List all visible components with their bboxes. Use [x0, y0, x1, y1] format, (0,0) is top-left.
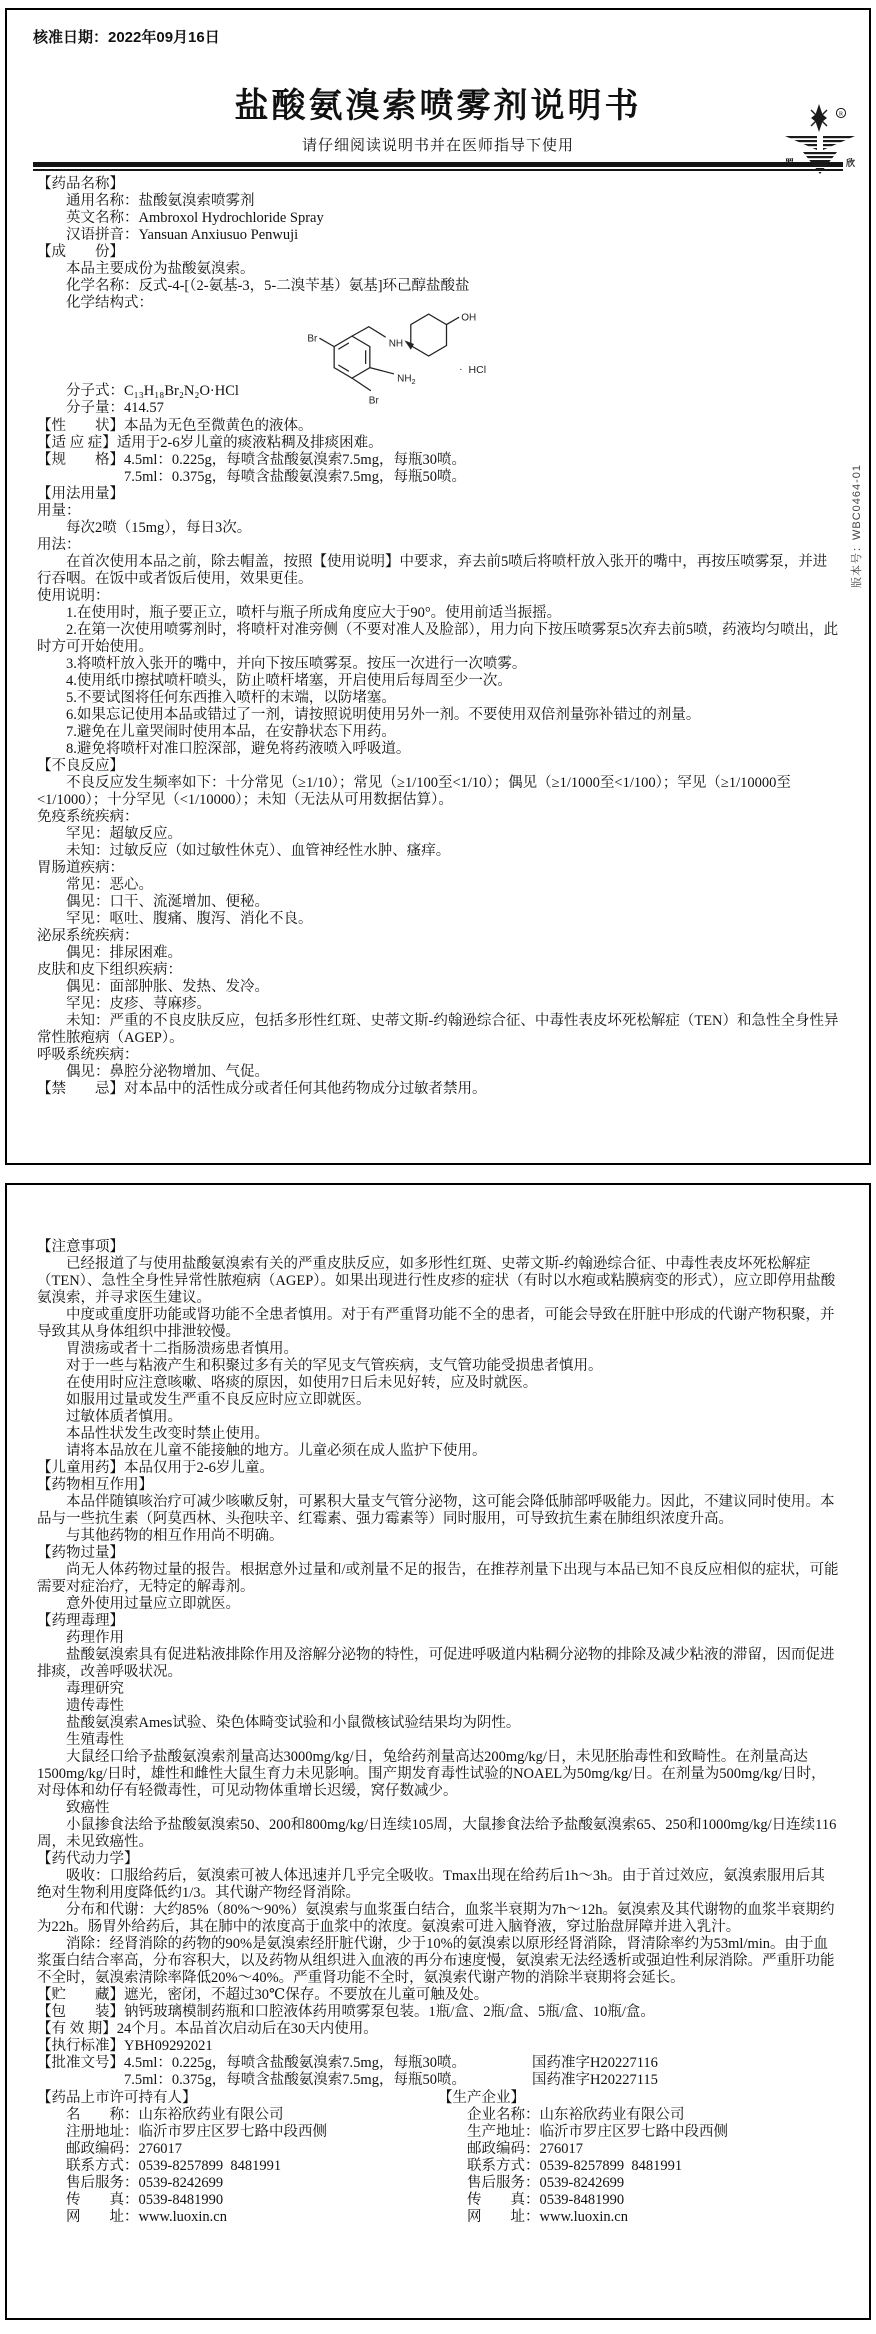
doc-line: 分布和代谢：大约85%（80%～90%）氨溴索与血浆蛋白结合，血浆半衰期为7h～12h。氨溴索及其代谢物的血浆半衰期约为22h。肠胃外给药后，其在肺中的浓度高于血浆中的浓度。氨溴索可进入脑脊液，穿过胎盘屏障并进入乳汁。 [37, 1902, 835, 1935]
doc-line: 英文名称：Ambroxol Hydrochloride Spray [66, 210, 324, 226]
hcl-dot: · [459, 362, 463, 375]
doc-line: 【药品名称】 [37, 176, 124, 192]
doc-line: 【执行标准】YBH09292021 [37, 2038, 213, 2054]
doc-line: 售后服务：0539-8242699 [66, 2175, 224, 2191]
approval-number-2: 国药准字H20227115 [531, 2072, 658, 2088]
doc-line: 皮肤和皮下组织疾病： [37, 962, 182, 978]
approval-spec-1: 4.5ml：0.225g，每喷含盐酸氨溴索7.5mg，每瓶30喷。 [124, 2055, 466, 2071]
chemical-structure [289, 313, 499, 417]
manufacturer-header: 【生产企业】 [438, 2090, 525, 2106]
chemical-structure-row [37, 312, 839, 418]
nh2-label: $NH_2$ [397, 373, 416, 386]
license-holder-rows [37, 2107, 438, 2226]
doc-line: 生殖毒性 [66, 1732, 124, 1748]
doc-line: 传 真：0539-8481990 [467, 2192, 625, 2208]
luoxin-logo-icon [783, 104, 857, 178]
br-bottom-label: Br [368, 395, 379, 407]
doc-line: 生产地址：临沂市罗庄区罗七路中段西侧 [467, 2124, 728, 2140]
doc-line: 邮政编码：276017 [467, 2141, 583, 2157]
doc-line: 罕见：呕吐、腹痛、腹泻、消化不良。 [66, 911, 313, 927]
doc-line: 消除：经肾消除的药物的90%是氨溴索经肝脏代谢，少于10%的氨溴索以原形经肾消除，肾清除率约为53ml/min。由于血浆蛋白结合率高，分布容积大，以及药物从组织进入血液的再分布速度慢，氨溴索无法经透析或强迫性利尿消除。严重肝功能不全时，氨溴索清除率降低20%～40%。严重肾功能不全时，氨溴索代谢产物的消除半衰期将会延长。 [37, 1936, 835, 1986]
license-holder-header: 【药品上市许可持有人】 [37, 2090, 197, 2106]
br-top-label: Br [307, 333, 318, 345]
oh-label: OH [461, 313, 477, 324]
approval-spec-2: 7.5ml：0.375g，每喷含盐酸氨溴索7.5mg，每瓶50喷。 [124, 2072, 466, 2088]
doc-line: 传 真：0539-8481990 [66, 2192, 224, 2208]
doc-line: 售后服务：0539-8242699 [467, 2175, 625, 2191]
doc-line: 4.使用纸巾擦拭喷杆喷头，防止喷杆堵塞，开启使用后每周至少一次。 [66, 673, 512, 689]
doc-line: 本品性状发生改变时禁止使用。 [66, 1426, 269, 1442]
manufacturer-rows [438, 2107, 839, 2226]
doc-line: 【贮 藏】遮光，密闭，不超过30℃保存。不要放在儿童可触及处。 [37, 1987, 489, 2003]
insert-box-2 [5, 1183, 871, 2320]
doc-line: 【注意事项】 [37, 1239, 124, 1255]
doc-line: 本品主要成份为盐酸氨溴索。 [66, 261, 255, 277]
doc-line: 3.将喷杆放入张开的嘴中，并向下按压喷雾泵。按压一次进行一次喷雾。 [66, 656, 527, 672]
license-holder-column [37, 2090, 438, 2226]
doc-line: 网 址：www.luoxin.cn [467, 2209, 628, 2225]
box1-content [37, 176, 839, 1098]
version-note: 版本号：WBC0464-01 [851, 463, 863, 589]
doc-line: 盐酸氨溴索具有促进粘液排除作用及溶解分泌物的特性，可促进呼吸道内粘稠分泌物的排除及减少粘液的滞留，因而促进排痰，改善呼吸状况。 [37, 1647, 835, 1680]
registered-mark: R [838, 110, 844, 118]
doc-line: 偶见：面部肿胀、发热、发冷。 [66, 979, 269, 995]
doc-line: 大鼠经口给予盐酸氨溴索剂量高达3000mg/kg/日，兔给药剂量高达200mg/kg/日，未见胚胎毒性和致畸性。在剂量高达1500mg/kg/日时，雄性和雌性大鼠生育力未见影响。围产期发育毒性试验的NOAEL为50mg/kg/日。在剂量为500mg/kg/日时，对母体和幼仔有轻微毒性，可见动物体重增长迟缓，窝仔数减少。 [37, 1749, 826, 1799]
approval-date: 核准日期：2022年09月16日 [33, 29, 220, 46]
logo-right-wing [823, 136, 855, 150]
doc-line: 毒理研究 [66, 1681, 124, 1697]
doc-line: 6.如果忘记使用本品或错过了一剂，请按照说明使用另外一剂。不要使用双倍剂量弥补错过的剂量。 [66, 707, 701, 723]
section-lines-2 [37, 1239, 839, 2055]
approval-no-line-2 [37, 2072, 839, 2089]
doc-line: 【性 状】本品为无色至微黄色的液体。 [37, 418, 313, 434]
company-columns [37, 2090, 839, 2226]
doc-line: 【有 效 期】24个月。本品首次启动后在30天内使用。 [37, 2021, 378, 2037]
doc-line: 如服用过量或发生严重不良反应时应立即就医。 [66, 1392, 371, 1408]
doc-line: 在首次使用本品之前，除去帽盖，按照【使用说明】中要求，弃去前5喷后将喷杆放入张开的嘴中，再按压喷雾泵，并进行吞咽。在饭中或者饭后使用，效果更佳。 [37, 554, 828, 587]
doc-line: 化学名称：反式-4-[（2-氨基-3，5-二溴苄基）氨基]环己醇盐酸盐 [66, 278, 470, 294]
doc-line: 【禁 忌】对本品中的活性成分或者任何其他药物成分过敏者禁用。 [37, 1081, 487, 1097]
doc-line: 企业名称：山东裕欣药业有限公司 [467, 2107, 685, 2123]
doc-line: 网 址：www.luoxin.cn [66, 2209, 227, 2225]
doc-line: 名 称：山东裕欣药业有限公司 [66, 2107, 284, 2123]
doc-line: 1.在使用时，瓶子要正立，喷杆与瓶子所成角度应大于90°。使用前适当振摇。 [66, 605, 562, 621]
doc-line: 【药物相互作用】 [37, 1477, 153, 1493]
approval-no-line-1 [37, 2055, 839, 2072]
doc-line: 过敏体质者慎用。 [66, 1409, 182, 1425]
doc-line: 化学结构式： [66, 295, 153, 311]
doc-line: 罕见：皮疹、荨麻疹。 [66, 996, 211, 1012]
logo-char-left: 罗 [785, 158, 795, 168]
doc-line: 请将本品放在儿童不能接触的地方。儿童必须在成人监护下使用。 [66, 1443, 487, 1459]
doc-line: 盐酸氨溴索Ames试验、染色体畸变试验和小鼠微核试验结果均为阴性。 [66, 1715, 521, 1731]
doc-line: 吸收：口服给药后，氨溴索可被人体迅速并几乎完全吸收。Tmax出现在给药后1h～3h。由于首过效应，氨溴索服用后其绝对生物利用度降低约1/3。其代谢产物经肾消除。 [37, 1868, 825, 1901]
hcl-label: HCl [468, 363, 487, 376]
doc-line: 偶见：鼻腔分泌物增加、气促。 [66, 1064, 269, 1080]
approval-number-1: 国药准字H20227116 [531, 2055, 658, 2071]
doc-line: 【不良反应】 [37, 758, 124, 774]
page-title: 盐酸氨溴索喷雾剂说明书 [234, 88, 642, 125]
doc-line: 联系方式：0539-8257899 8481991 [467, 2158, 683, 2174]
doc-line: 用量： [37, 503, 81, 519]
doc-line: 呼吸系统疾病： [37, 1047, 139, 1063]
molecular-weight: 分子量：414.57 [66, 400, 164, 416]
doc-line: 遗传毒性 [66, 1698, 124, 1714]
approval-label: 【批准文号】 [37, 2055, 124, 2071]
manufacturer-column [438, 2090, 839, 2226]
doc-line: 已经报道了与使用盐酸氨溴索有关的严重皮肤反应，如多形性红斑、史蒂文斯-约翰逊综合征、中毒性表皮坏死松解症（TEN）、急性全身性异常性脓疱病（AGEP）。如果出现进行性皮疹的症状（有时以水疱或粘膜病变的形式），应立即停用盐酸氨溴索，并寻求医生建议。 [37, 1256, 836, 1306]
doc-line: 【药理毒理】 [37, 1613, 124, 1629]
wedge-bond [405, 340, 414, 349]
doc-line: 【儿童用药】本品仅用于2-6岁儿童。 [37, 1460, 274, 1476]
logo-tail [803, 152, 837, 174]
doc-line: 【成 份】 [37, 244, 124, 260]
doc-line: 【药代动力学】 [37, 1851, 139, 1867]
section-lines-b [37, 418, 839, 1098]
doc-line: 【包 装】钠钙玻璃模制药瓶和口腔液体药用喷雾泵包装。1瓶/盒、2瓶/盒、5瓶/盒、10瓶/盒。 [37, 2004, 655, 2020]
doc-line: 5.不要试图将任何东西推入喷杆的末端，以防堵塞。 [66, 690, 396, 706]
doc-line: 泌尿系统疾病： [37, 928, 139, 944]
doc-line: 对于一些与粘液产生和积聚过多有关的罕见支气管疾病，支气管功能受损患者慎用。 [66, 1358, 603, 1374]
doc-line: 胃肠道疾病： [37, 860, 124, 876]
doc-line: 邮政编码：276017 [66, 2141, 182, 2157]
doc-line: 致癌性 [66, 1800, 110, 1816]
doc-line: 联系方式：0539-8257899 8481991 [66, 2158, 282, 2174]
doc-line: 小鼠掺食法给予盐酸氨溴索50、200和800mg/kg/日连续105周，大鼠掺食法给予盐酸氨溴索65、250和1000mg/kg/日连续116周，未见致癌性。 [37, 1817, 837, 1850]
doc-line: 未知：严重的不良皮肤反应，包括多形性红斑、史蒂文斯-约翰逊综合征、中毒性表皮坏死松解症（TEN）和急性全身性异常性脓疱病（AGEP）。 [37, 1013, 839, 1046]
doc-line: 通用名称：盐酸氨溴索喷雾剂 [66, 193, 255, 209]
doc-line: 胃溃疡或者十二指肠溃疡患者慎用。 [66, 1341, 298, 1357]
title-divider [33, 162, 843, 171]
doc-line: 与其他药物的相互作用尚不明确。 [66, 1528, 284, 1544]
doc-line: 在使用时应注意咳嗽、咯痰的原因，如使用7日后未见好转，应及时就医。 [66, 1375, 538, 1391]
doc-line: 药理作用 [66, 1630, 124, 1646]
doc-line: 2.在第一次使用喷雾剂时，将喷杆对准旁侧（不要对准人及脸部），用力向下按压喷雾泵5次弃去前5喷，药液均匀喷出，此时方可开始使用。 [37, 622, 839, 655]
doc-line: 【适 应 症】适用于2-6岁儿童的痰液粘稠及排痰困难。 [37, 435, 383, 451]
doc-line: 罕见：超敏反应。 [66, 826, 182, 842]
doc-line: 偶见：排尿困难。 [66, 945, 182, 961]
section-lines-a [37, 176, 839, 312]
doc-line: 用法： [37, 537, 81, 553]
doc-line: 偶见：口干、流涎增加、便秘。 [66, 894, 269, 910]
doc-line: 每次2喷（15mg），每日3次。 [66, 520, 252, 536]
doc-line: 8.避免将喷杆对准口腔深部，避免将药液喷入呼吸道。 [66, 741, 411, 757]
insert-box-1 [5, 8, 871, 1165]
logo-left-wing [785, 136, 817, 150]
doc-line: 使用说明： [37, 588, 110, 604]
doc-line: 不良反应发生频率如下：十分常见（≥1/10）；常见（≥1/100至<1/10）；偶见（≥1/1000至<1/100）；罕见（≥1/10000至<1/1000）；十分罕见（<1/10000）；未知（无法从可用数据估算）。 [37, 775, 791, 808]
doc-line: 中度或重度肝功能或肾功能不全患者慎用。对于有严重肾功能不全的患者，可能会导致在肝脏中形成的代谢产物积聚，并导致其从身体组织中排泄较慢。 [37, 1307, 835, 1340]
doc-line: 7.5ml：0.375g，每喷含盐酸氨溴索7.5mg，每瓶50喷。 [124, 469, 466, 485]
doc-line: 7.避免在儿童哭闹时使用本品，在安静状态下用药。 [66, 724, 396, 740]
doc-line: 汉语拼音：Yansuan Anxiusuo Penwuji [66, 227, 299, 243]
luoxin-logo [783, 104, 857, 178]
doc-line: 本品伴随镇咳治疗可减少咳嗽反射，可累积大量支气管分泌物，这可能会降低肺部呼吸能力。因此，不建议同时使用。本品与一些抗生素（阿莫西林、头孢呋辛、红霉素、强力霉素等）同时服用，可导致抗生素在肺组织浓度升高。 [37, 1494, 835, 1527]
box2-content [37, 1239, 839, 2226]
doc-line: 常见：恶心。 [66, 877, 153, 893]
doc-line: 【用法用量】 [37, 486, 124, 502]
doc-line: 【药物过量】 [37, 1545, 124, 1561]
nh-label: NH [388, 338, 404, 350]
doc-line: 意外使用过量应立即就医。 [66, 1596, 240, 1612]
page-subtitle: 请仔细阅读说明书并在医师指导下使用 [301, 138, 574, 154]
doc-line: 【规 格】4.5ml：0.225g，每喷含盐酸氨溴索7.5mg，每瓶30喷。 [37, 452, 466, 468]
doc-line: 免疫系统疾病： [37, 809, 139, 825]
molecular-formula: 分子式：C₁₃H₁₈Br₂N₂O·HCl [66, 383, 239, 399]
doc-line: 尚无人体药物过量的报告。根据意外过量和/或剂量不足的报告，在推荐剂量下出现与本品已知不良反应相似的症状，可能需要对症治疗，无特定的解毒剂。 [37, 1562, 839, 1595]
doc-line: 注册地址：临沂市罗庄区罗七路中段西侧 [66, 2124, 327, 2140]
logo-char-right: 欣 [845, 158, 855, 168]
doc-line: 未知：过敏反应（如过敏性休克）、血管神经性水肿、瘙痒。 [66, 843, 451, 859]
